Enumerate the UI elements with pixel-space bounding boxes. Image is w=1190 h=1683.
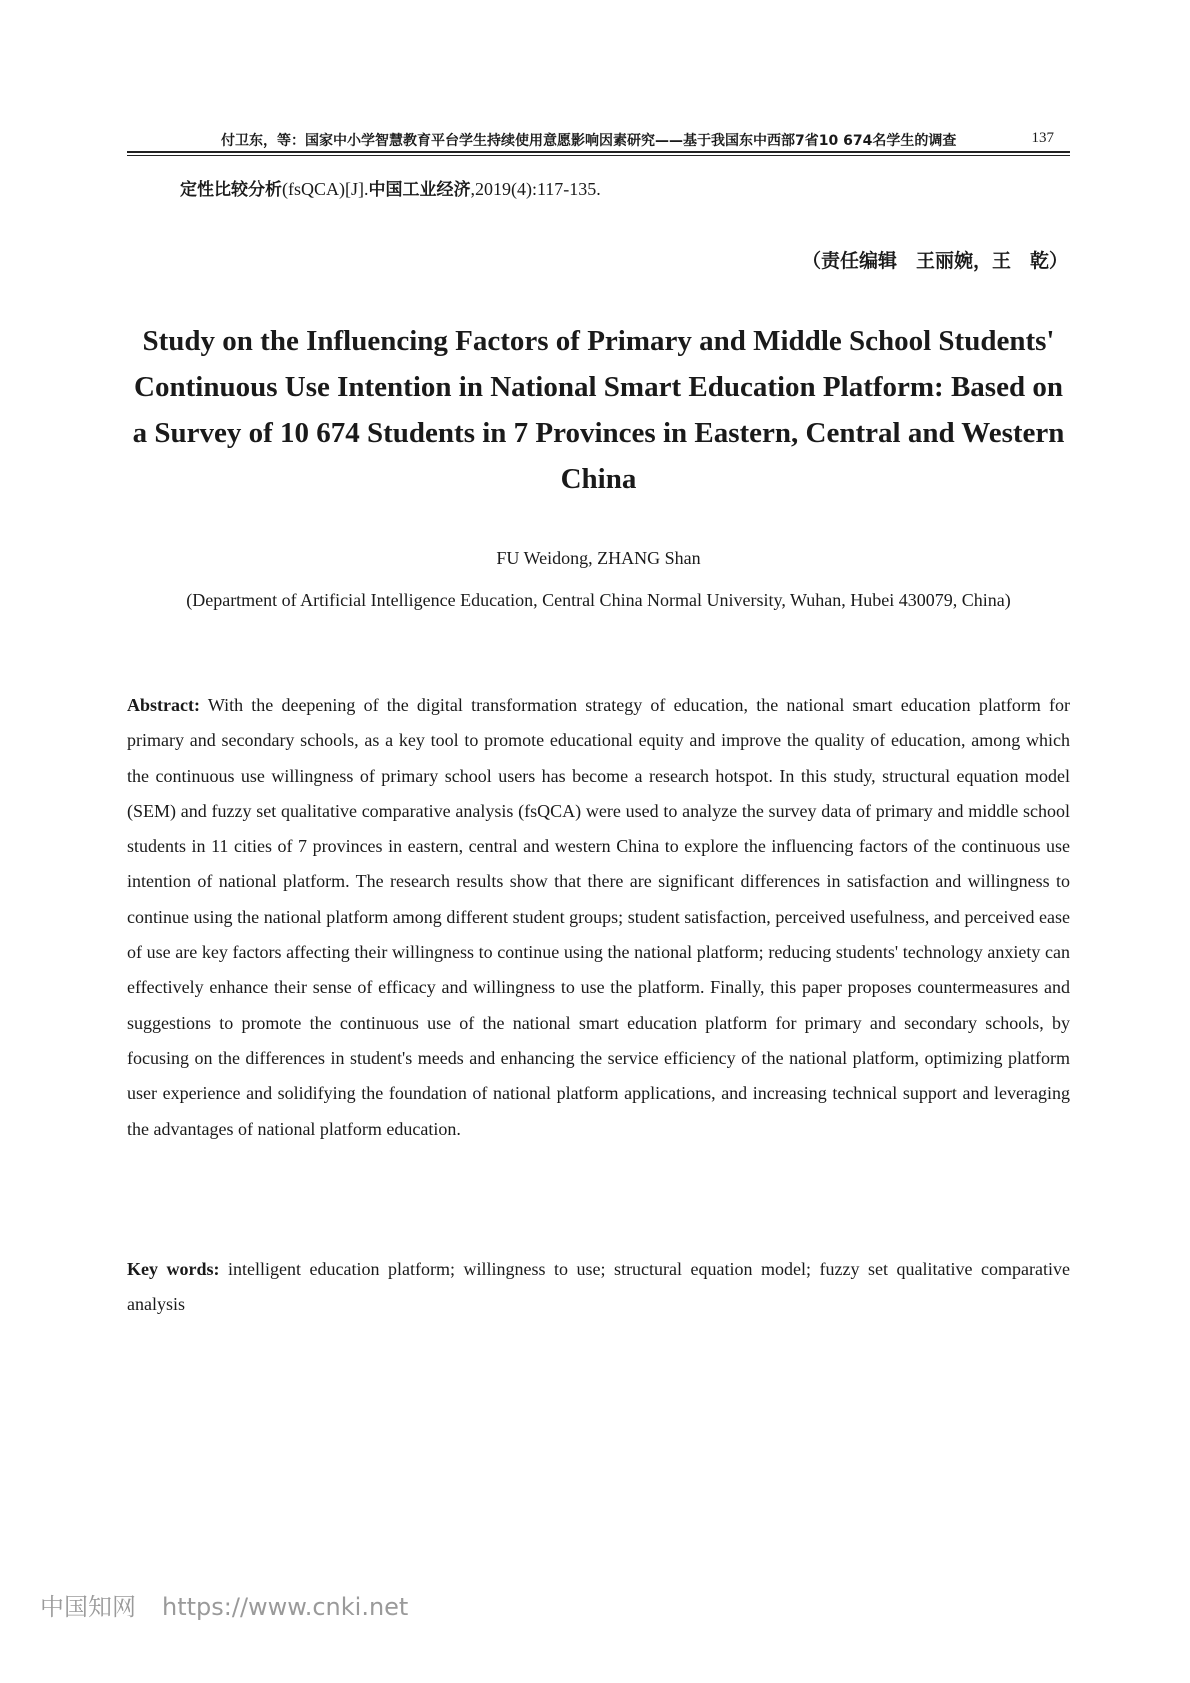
keywords	[127, 1252, 1070, 1323]
page-number: 137	[1031, 130, 1054, 146]
watermark-url: https://www.cnki.net	[162, 1593, 409, 1621]
page-header	[127, 124, 1070, 154]
reference-paren: (fsQCA)[J].	[282, 179, 369, 199]
reference-title-cn: 定性比较分析	[180, 180, 282, 200]
header-rule-thin	[127, 155, 1070, 156]
responsible-editor: （责任编辑 王丽婉，王 乾）	[801, 250, 1068, 272]
cnki-watermark	[40, 1587, 408, 1622]
keywords-label: Key words:	[127, 1259, 220, 1279]
reference-tail	[180, 175, 601, 200]
header-rule	[127, 151, 1070, 153]
running-title: 付卫东，等：国家中小学智慧教育平台学生持续使用意愿影响因素研究——基于我国东中西部7省10 674名学生的调查	[221, 133, 957, 149]
abstract-label: Abstract:	[127, 695, 200, 715]
affiliation: (Department of Artificial Intelligence Education, Central China Normal University, Wuhan, Hubei 430079, China)	[186, 590, 1011, 610]
reference-details: ,2019(4):117-135.	[470, 179, 601, 199]
watermark-brand: 中国知网	[40, 1593, 136, 1621]
abstract-text: With the deepening of the digital transformation strategy of education, the national smart education platform for primary and secondary schools, as a key tool to promote educational equity and improve the quality of education, among which the continuous use willingness of primary school users has become a research hotspot. In this study, structural equation model (SEM) and fuzzy set qualitative comparative analysis (fsQCA) were used to analyze the survey data of primary and middle school students in 11 cities of 7 provinces in eastern, central and western China to explore the influencing factors of the continuous use intention of national platform. The research results show that there are significant differences in satisfaction and willingness to continue using the national platform among different student groups; student satisfaction, perceived usefulness, and perceived ease of use are key factors affecting their willingness to continue using the national platform; reducing students' technology anxiety can effectively enhance their sense of efficacy and willingness to use the platform. Finally, this paper proposes countermeasures and suggestions to promote the continuous use of the national smart education platform for primary and secondary schools, by focusing on the differences in student's meeds and enhancing the service efficiency of the national platform, optimizing platform user experience and solidifying the foundation of national platform applications, and increasing technical support and leveraging the advantages of national platform education.	[127, 695, 1070, 1139]
reference-journal: 中国工业经济	[368, 180, 471, 200]
keywords-text: intelligent education platform; willingness to use; structural equation model; fuzzy set qualitative comparative analysis	[127, 1259, 1070, 1315]
abstract	[127, 688, 1070, 1147]
authors: FU Weidong, ZHANG Shan	[496, 548, 701, 568]
article-title: Study on the Influencing Factors of Primary and Middle School Students' Continuous Use Intention in National Smart Education Platform: Based on a Survey of 10 674 Students in 7 Provinces in Eastern, Central and Western China	[132, 325, 1065, 495]
